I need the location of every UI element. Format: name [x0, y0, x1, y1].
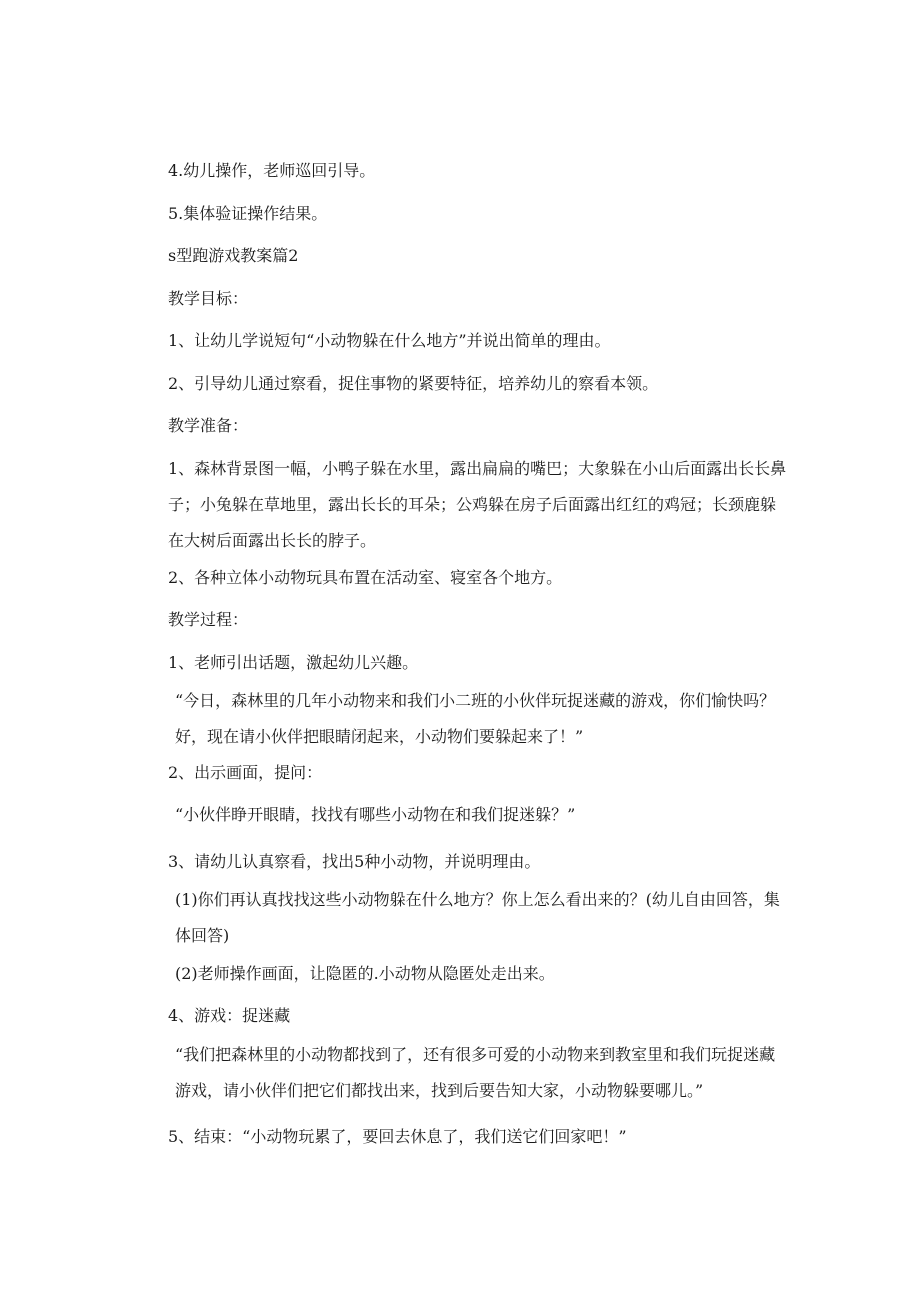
- process-step-1: 1、老师引出话题，激起幼儿兴趣。: [168, 653, 419, 672]
- preparation-2: 2、各种立体小动物玩具布置在活动室、寝室各个地方。: [168, 568, 563, 587]
- heading-teaching-goals: 教学目标：: [168, 289, 249, 308]
- section-title: s型跑游戏教案篇2: [168, 246, 299, 265]
- process-sub-1: (1)你们再认真找找这些小动物躲在什么地方？你上怎么看出来的？(幼儿自由回答，集体回答): [175, 890, 780, 945]
- process-quote-1: “今日，森林里的几年小动物来和我们小二班的小伙伴玩捉迷藏的游戏，你们愉快吗？好，现在请小伙伴把眼睛闭起来，小动物们要躲起来了！”: [175, 691, 776, 746]
- heading-teaching-process: 教学过程：: [168, 610, 249, 629]
- process-step-5: 5、结束：“小动物玩累了，要回去休息了，我们送它们回家吧！”: [168, 1127, 627, 1146]
- goal-2: 2、引导幼儿通过察看，捉住事物的紧要特征，培养幼儿的察看本领。: [168, 374, 659, 393]
- process-sub-2: (2)老师操作画面，让隐匿的.小动物从隐匿处走出来。: [175, 964, 555, 983]
- process-step-4: 4、游戏：捉迷藏: [168, 1006, 291, 1025]
- preparation-1: 1、森林背景图一幅，小鸭子躲在水里，露出扁扁的嘴巴；大象躲在小山后面露出长长鼻子；小兔躲在草地里，露出长长的耳朵；公鸡躲在房子后面露出红红的鸡冠；长颈鹿躲在大树后面露出长长的脖子。: [168, 459, 787, 550]
- paragraph-step-4: 4.幼儿操作，老师巡回引导。: [168, 161, 376, 180]
- heading-teaching-preparation: 教学准备：: [168, 416, 249, 435]
- goal-1: 1、让幼儿学说短句“小动物躲在什么地方”并说出简单的理由。: [168, 331, 611, 350]
- paragraph-step-5: 5.集体验证操作结果。: [168, 204, 328, 223]
- process-step-3: 3、请幼儿认真察看，找出5种小动物，并说明理由。: [168, 852, 541, 871]
- process-step-2: 2、出示画面，提问：: [168, 763, 323, 782]
- process-quote-2: “小伙伴睁开眼睛，找找有哪些小动物在和我们捉迷躲？”: [175, 805, 576, 824]
- process-quote-4: “我们把森林里的小动物都找到了，还有很多可爱的小动物来到教室里和我们玩捉迷藏游戏，请小伙伴们把它们都找出来，找到后要告知大家，小动物躲要哪儿。”: [175, 1045, 776, 1100]
